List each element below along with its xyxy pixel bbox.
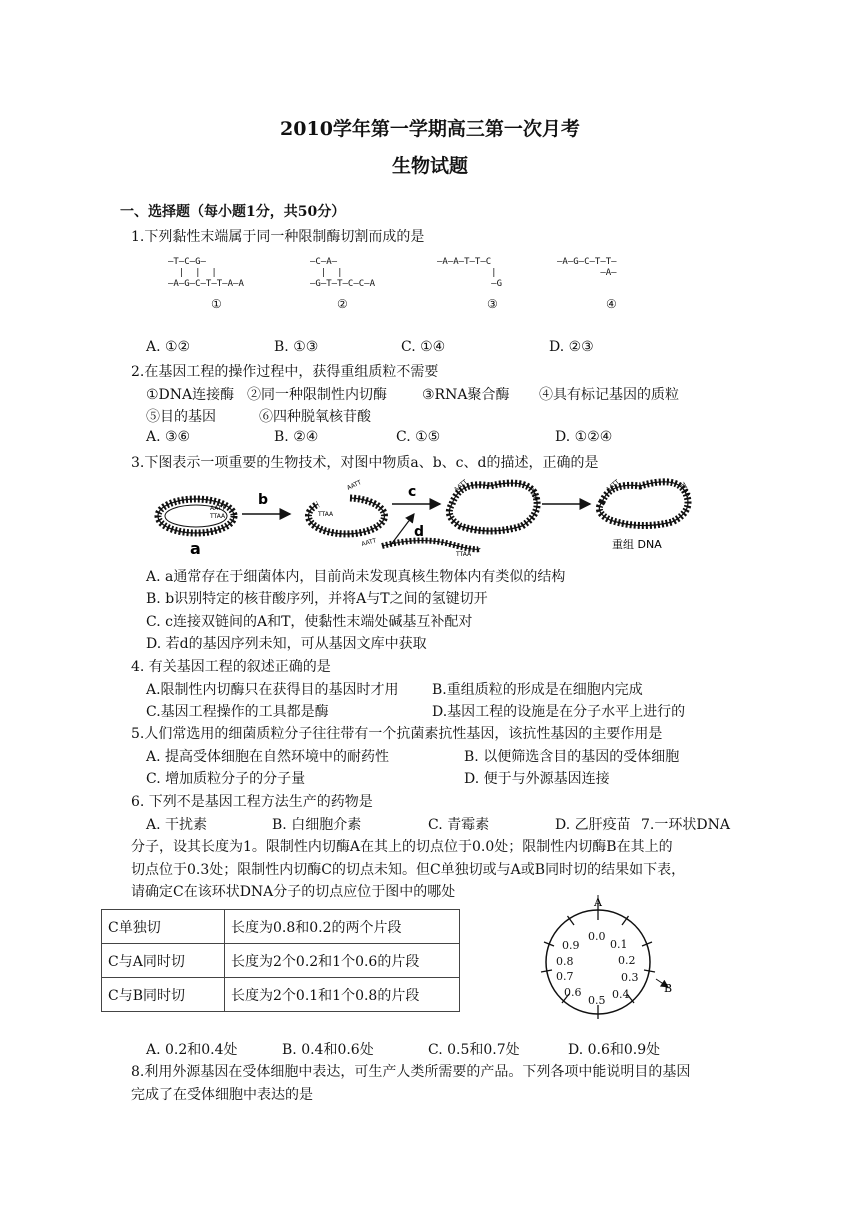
q6-option-b[interactable]: B. 白细胞介素 [272, 817, 362, 833]
fragment-d [382, 540, 480, 549]
table-cell: 长度为2个0.2和1个0.6的片段 [225, 944, 460, 978]
table-row [102, 910, 460, 944]
q7-option-b[interactable]: B. 0.4和0.6处 [282, 1042, 374, 1058]
label-c: c [408, 484, 417, 500]
lig-aatt-label: AATT [452, 478, 469, 494]
q2-item-5: ⑤目的基因 [146, 409, 216, 425]
q2-option-b[interactable]: B. ②④ [274, 429, 319, 445]
q7-stem-start: 7.一环状DNA [641, 817, 730, 833]
q1-end-1-line2: | | | [168, 268, 217, 278]
q5-option-b[interactable]: B. 以便筛选含目的基因的受体细胞 [464, 749, 680, 765]
pos-0-6: 0.6 [564, 986, 582, 999]
q2-item-6: ⑥四种脱氧核苷酸 [259, 409, 371, 425]
q5-option-a[interactable]: A. 提高受体细胞在自然环境中的耐药性 [146, 749, 390, 765]
label-a: a [190, 539, 201, 558]
q3-stem: 3.下图表示一项重要的生物技术，对图中物质a、b、c、d的描述，正确的是 [131, 455, 599, 471]
q1-stem: 1.下列黏性末端属于同一种限制酶切割而成的是 [131, 229, 425, 245]
pos-0-4: 0.4 [612, 988, 630, 1001]
q1-end-2-line3: —G—T—T—C—C—A [310, 279, 376, 289]
table-cell: 长度为0.8和0.2的两个片段 [225, 910, 460, 944]
q1-end-2 [310, 257, 375, 290]
q1-end-3-line2: | [437, 268, 497, 278]
circular-dna-diagram [528, 892, 678, 1028]
q1-end-4-label: ④ [606, 297, 617, 311]
q7-option-c[interactable]: C. 0.5和0.7处 [428, 1042, 520, 1058]
q2-option-a[interactable]: A. ③⑥ [146, 429, 191, 445]
q1-end-3-line3: —G [437, 279, 503, 289]
q5-option-d[interactable]: D. 便于与外源基因连接 [464, 771, 610, 787]
q8-stem-line2: 完成了在受体细胞中表达的是 [131, 1087, 313, 1103]
d-aatt-label: AATT [360, 537, 378, 548]
lig-ttaa-label: TTAA [526, 485, 540, 503]
q2-option-d[interactable]: D. ①②④ [555, 429, 613, 445]
table-row [102, 978, 460, 1012]
q1-option-a[interactable]: A. ①② [146, 339, 191, 355]
site-b-label: B [664, 982, 673, 995]
a-aatt-label: AATT [210, 505, 226, 512]
rec-aatt-label: AATT [604, 478, 621, 494]
pos-0-9: 0.9 [562, 939, 580, 952]
recombinant-dna-label: 重组 DNA [612, 538, 662, 551]
cut-ttaa-label: TTAA [318, 511, 334, 518]
table-cell: C与A同时切 [102, 944, 225, 978]
q6-option-d[interactable]: D. 乙肝疫苗 [555, 817, 631, 833]
q1-end-2-label: ② [337, 297, 348, 311]
q6-option-a[interactable]: A. 干扰素 [146, 817, 208, 833]
q1-end-1-label: ① [211, 297, 222, 311]
q4-option-b[interactable]: B.重组质粒的形成是在细胞内完成 [432, 682, 643, 698]
q4-option-c[interactable]: C.基因工程操作的工具都是酶 [146, 704, 329, 720]
pos-0-2: 0.2 [618, 954, 636, 967]
rec-ttaa-label: TTAA [678, 481, 692, 499]
q7-stem-line2: 分子，设其长度为1。限制性内切酶A在其上的切点位于0.0处；限制性内切酶B在其上的 [131, 839, 673, 855]
q3-option-a[interactable]: A. a通常存在于细菌体内，目前尚未发现真核生物体内有类似的结构 [146, 569, 566, 585]
q6-option-c[interactable]: C. 青霉素 [428, 817, 490, 833]
q1-end-2-line2: | | [310, 268, 343, 278]
q5-option-c[interactable]: C. 增加质粒分子的分子量 [146, 771, 306, 787]
exam-subtitle: 生物试题 [391, 155, 468, 177]
section-heading: 一、选择题（每小题1分，共50分） [120, 204, 346, 220]
d-ttaa-label: TTAA [456, 551, 472, 558]
q1-end-3 [437, 257, 502, 290]
q1-end-3-label: ③ [487, 297, 498, 311]
q4-option-a[interactable]: A.限制性内切酶只在获得目的基因时才用 [146, 682, 399, 698]
q5-stem: 5.人们常选用的细菌质粒分子往往带有一个抗菌素抗性基因，该抗性基因的主要作用是 [131, 726, 663, 742]
q1-option-c[interactable]: C. ①④ [401, 339, 446, 355]
gene-engineering-diagram [150, 474, 710, 564]
q1-end-1-line1: —T—C—G— [168, 257, 206, 267]
cut-aatt-label: AATT [345, 479, 363, 492]
q3-option-d[interactable]: D. 若d的基因序列未知，可从基因文库中获取 [146, 636, 427, 652]
q7-stem-line4: 请确定C在该环状DNA分子的切点应位于图中的哪处 [131, 884, 456, 900]
exam-title: 2010学年第一学期高三第一次月考 [280, 118, 580, 140]
q1-end-1 [168, 257, 244, 290]
pos-0-5: 0.5 [588, 994, 606, 1007]
q3-option-b[interactable]: B. b识别特定的核苷酸序列，并将A与T之间的氢键切开 [146, 591, 488, 607]
q2-item-2: ②同一种限制性内切酶 [247, 387, 387, 403]
label-d: d [414, 524, 425, 540]
q7-cut-table [101, 909, 460, 1012]
q1-end-2-line1: —C—A— [310, 257, 338, 267]
site-a-label: A [594, 896, 602, 909]
q1-end-4-line3: —A— [557, 268, 617, 278]
q2-item-3: ③RNA聚合酶 [422, 387, 510, 403]
ligated-plasmid [449, 483, 537, 531]
q6-stem: 6. 下列不是基因工程方法生产的药物是 [131, 794, 373, 810]
q1-end-1-line3: —A—G—C—T—T—A—A [168, 279, 244, 289]
a-ttaa-label: TTAA [210, 513, 226, 520]
q2-stem: 2.在基因工程的操作过程中，获得重组质粒不需要 [131, 364, 439, 380]
q4-stem: 4. 有关基因工程的叙述正确的是 [131, 659, 331, 675]
q7-stem-line3: 切点位于0.3处；限制性内切酶C的切点未知。但C单独切或与A或B同时切的结果如下表， [131, 862, 686, 878]
q2-item-4: ④具有标记基因的质粒 [539, 387, 679, 403]
table-cell: C与B同时切 [102, 978, 225, 1012]
q1-option-d[interactable]: D. ②③ [549, 339, 594, 355]
q8-stem-line1: 8.利用外源基因在受体细胞中表达，可生产人类所需要的产品。下列各项中能说明目的基因 [131, 1064, 691, 1080]
q7-option-a[interactable]: A. 0.2和0.4处 [146, 1042, 238, 1058]
pos-0-0: 0.0 [588, 930, 606, 943]
q7-option-d[interactable]: D. 0.6和0.9处 [568, 1042, 661, 1058]
q1-end-4 [557, 257, 617, 279]
q1-end-3-line1: —A—A—T—T—C [437, 257, 492, 267]
q3-option-c[interactable]: C. c连接双链间的A和T，使黏性末端处碱基互补配对 [146, 614, 473, 630]
q1-option-b[interactable]: B. ①③ [274, 339, 319, 355]
q4-option-d[interactable]: D.基因工程的设施是在分子水平上进行的 [432, 704, 686, 720]
position-labels [556, 930, 639, 1007]
pos-0-1: 0.1 [610, 938, 628, 951]
q1-end-4-line1: —A—G—C—T—T— [557, 257, 617, 267]
q2-item-1: ①DNA连接酶 [146, 387, 235, 403]
label-b: b [258, 492, 269, 508]
pos-0-3: 0.3 [621, 971, 639, 984]
pos-0-8: 0.8 [556, 955, 574, 968]
table-row [102, 944, 460, 978]
table-cell: 长度为2个0.1和1个0.8的片段 [225, 978, 460, 1012]
table-cell: C单独切 [102, 910, 225, 944]
q2-option-c[interactable]: C. ①⑤ [396, 429, 441, 445]
pos-0-7: 0.7 [556, 970, 574, 983]
